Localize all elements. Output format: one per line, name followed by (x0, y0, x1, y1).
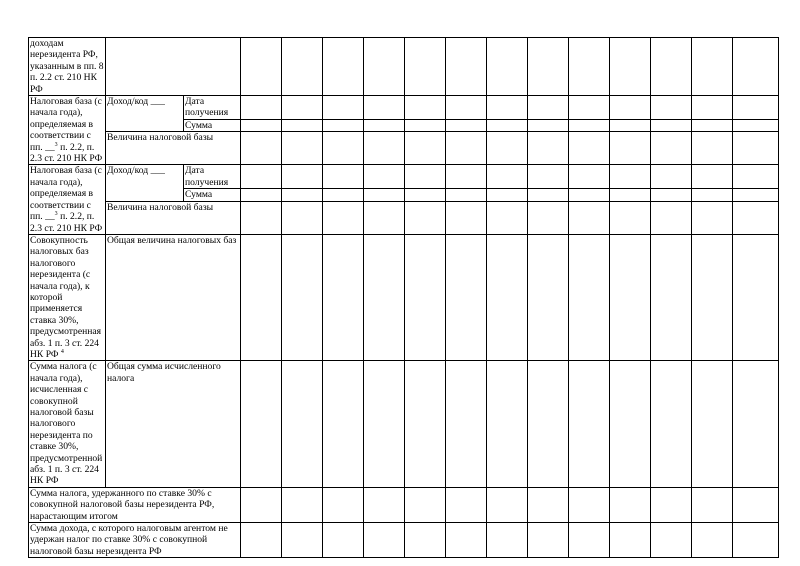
data-cell (651, 487, 692, 522)
amount-label: Сумма (184, 189, 241, 201)
data-cell (446, 361, 487, 487)
row-base-1-value (29, 132, 779, 165)
data-cell (692, 165, 733, 189)
data-cell (569, 523, 610, 558)
data-cell (487, 361, 528, 487)
income-code-label: Доход/код ___ (106, 96, 184, 132)
data-cell (282, 132, 323, 165)
data-cell (651, 96, 692, 120)
data-cell (323, 523, 364, 558)
base-value-label: Величина налоговой базы (106, 201, 241, 234)
data-cell (446, 96, 487, 120)
data-cell (364, 38, 405, 96)
data-cell (733, 361, 779, 487)
row-base-1-date (29, 96, 779, 120)
data-cell (405, 234, 446, 360)
data-cell (282, 38, 323, 96)
data-cell (610, 523, 651, 558)
data-cell (405, 361, 446, 487)
data-cell (405, 119, 446, 131)
data-cell (487, 96, 528, 120)
data-cell (569, 201, 610, 234)
data-cell (651, 132, 692, 165)
row-label: доходам нерезидента РФ, указанным в пп. 8 п. 2.2 ст. 210 НК РФ (30, 38, 104, 95)
data-cell (364, 487, 405, 522)
row-base-2-value (29, 201, 779, 234)
data-cell (446, 189, 487, 201)
data-cell (651, 165, 692, 189)
data-cell (323, 119, 364, 131)
data-cell (364, 189, 405, 201)
income-code-label: Доход/код ___ (106, 165, 184, 201)
data-cell (692, 361, 733, 487)
data-cell (651, 189, 692, 201)
data-cell (241, 201, 282, 234)
data-cell (569, 96, 610, 120)
data-cell (528, 487, 569, 522)
row-income-not-withheld (29, 523, 779, 558)
row-label: Налоговая база (с начала года), определяемая в соответствии с пп. __$^3$ п. 2.2, п. 2.3 ст. 210 НК РФ (29, 96, 106, 165)
data-cell (241, 165, 282, 189)
data-cell (323, 132, 364, 165)
data-cell (692, 119, 733, 131)
data-cell (282, 189, 323, 201)
data-cell (692, 523, 733, 558)
data-cell (610, 487, 651, 522)
data-cell (528, 96, 569, 120)
data-cell (610, 361, 651, 487)
data-cell (487, 487, 528, 522)
data-cell (241, 189, 282, 201)
data-cell (364, 132, 405, 165)
data-cell (446, 201, 487, 234)
data-cell (323, 38, 364, 96)
data-cell (446, 119, 487, 131)
data-cell (446, 234, 487, 360)
data-cell (405, 189, 446, 201)
row-tax-calculated (29, 361, 779, 487)
data-cell (569, 487, 610, 522)
data-cell (487, 132, 528, 165)
data-cell (323, 165, 364, 189)
data-cell (733, 38, 779, 96)
data-cell (364, 234, 405, 360)
total-bases-label: Общая величина налоговых баз (106, 234, 241, 360)
data-cell (405, 96, 446, 120)
data-cell (364, 96, 405, 120)
data-cell (405, 38, 446, 96)
base-value-label: Величина налоговой базы (106, 132, 241, 165)
row-total-bases (29, 234, 779, 360)
data-cell (323, 96, 364, 120)
data-cell (241, 361, 282, 487)
data-cell (610, 38, 651, 96)
data-cell (323, 201, 364, 234)
data-cell (733, 165, 779, 189)
data-cell (528, 38, 569, 96)
data-cell (692, 38, 733, 96)
data-cell (733, 96, 779, 120)
data-cell (282, 201, 323, 234)
data-cell (569, 119, 610, 131)
data-cell (733, 201, 779, 234)
data-cell (651, 234, 692, 360)
data-cell (446, 165, 487, 189)
data-cell (610, 201, 651, 234)
data-cell (241, 234, 282, 360)
data-cell (446, 487, 487, 522)
data-cell (569, 165, 610, 189)
row-label: Совокупность налоговых баз налогового нерезидента (с начала года), к которой применяется ставка 30%, предусмотренная абз. 1 п. 3 ст. 224 НК РФ $^4$ (29, 234, 106, 360)
data-cell (241, 487, 282, 522)
data-cell (528, 189, 569, 201)
row-label: Налоговая база (с начала года), определяемая в соответствии с пп. __$^3$ п. 2.2, п. 2.3 ст. 210 НК РФ (29, 165, 106, 234)
data-cell (282, 119, 323, 131)
data-cell (733, 189, 779, 201)
data-cell (528, 119, 569, 131)
data-cell (282, 361, 323, 487)
amount-label: Сумма (184, 119, 241, 131)
data-cell (364, 119, 405, 131)
tax-calculated-label: Общая сумма исчисленного налога (106, 361, 241, 487)
row-nonresident-income (29, 38, 779, 96)
data-cell (487, 523, 528, 558)
data-cell (241, 132, 282, 165)
data-cell (282, 234, 323, 360)
row-label: Сумма налога, удержанного по ставке 30% с совокупной налоговой базы нерезидента РФ, нарастающим итогом (29, 487, 241, 522)
data-cell (528, 201, 569, 234)
data-cell (610, 234, 651, 360)
data-cell (282, 165, 323, 189)
data-cell (405, 132, 446, 165)
data-cell (487, 165, 528, 189)
data-cell (651, 523, 692, 558)
data-cell (487, 234, 528, 360)
data-cell (446, 523, 487, 558)
data-cell (692, 96, 733, 120)
data-cell (487, 201, 528, 234)
data-cell (733, 119, 779, 131)
data-cell (692, 132, 733, 165)
data-cell (569, 189, 610, 201)
data-cell (323, 189, 364, 201)
data-cell (241, 96, 282, 120)
row-base-2-date (29, 165, 779, 189)
data-cell (610, 165, 651, 189)
data-cell (241, 119, 282, 131)
data-cell (487, 119, 528, 131)
data-cell (528, 165, 569, 189)
data-cell (405, 165, 446, 189)
data-cell (692, 234, 733, 360)
data-cell (364, 361, 405, 487)
data-cell (282, 96, 323, 120)
data-cell (528, 523, 569, 558)
data-cell (569, 361, 610, 487)
data-cell (241, 38, 282, 96)
data-cell (651, 361, 692, 487)
data-cell (323, 487, 364, 522)
row-label: Сумма налога (с начала года), исчисленная с совокупной налоговой базы налогового нерезидента по ставке 30%, предусмотренной абз. 1 п. 3 ст. 224 НК РФ (29, 361, 106, 487)
receipt-date-label: Дата получения (184, 165, 241, 189)
data-cell (651, 38, 692, 96)
data-cell (528, 361, 569, 487)
data-cell (569, 234, 610, 360)
data-cell (692, 201, 733, 234)
receipt-date-label: Дата получения (184, 96, 241, 120)
data-cell (692, 487, 733, 522)
data-cell (610, 132, 651, 165)
data-cell (282, 523, 323, 558)
data-cell (364, 523, 405, 558)
data-cell (733, 523, 779, 558)
data-cell (364, 201, 405, 234)
data-cell (733, 487, 779, 522)
data-cell (528, 132, 569, 165)
data-cell (610, 119, 651, 131)
data-cell (651, 119, 692, 131)
data-cell (487, 38, 528, 96)
row-label: Сумма дохода, с которого налоговым агентом не удержан налог по ставке 30% с совокупной налоговой базы нерезидента РФ (29, 523, 241, 558)
data-cell (733, 234, 779, 360)
data-cell (610, 96, 651, 120)
data-cell (323, 234, 364, 360)
data-cell (364, 165, 405, 189)
data-cell (405, 487, 446, 522)
data-cell (651, 201, 692, 234)
data-cell (487, 189, 528, 201)
data-cell (241, 523, 282, 558)
data-cell (323, 361, 364, 487)
data-cell (692, 189, 733, 201)
row-tax-withheld (29, 487, 779, 522)
data-cell (405, 201, 446, 234)
data-cell (569, 38, 610, 96)
data-cell (282, 487, 323, 522)
tax-register-table (28, 37, 779, 558)
data-cell (733, 132, 779, 165)
data-cell (528, 234, 569, 360)
data-cell (405, 523, 446, 558)
data-cell (569, 132, 610, 165)
data-cell (610, 189, 651, 201)
data-cell (446, 132, 487, 165)
data-cell (446, 38, 487, 96)
empty-cell (106, 38, 241, 96)
